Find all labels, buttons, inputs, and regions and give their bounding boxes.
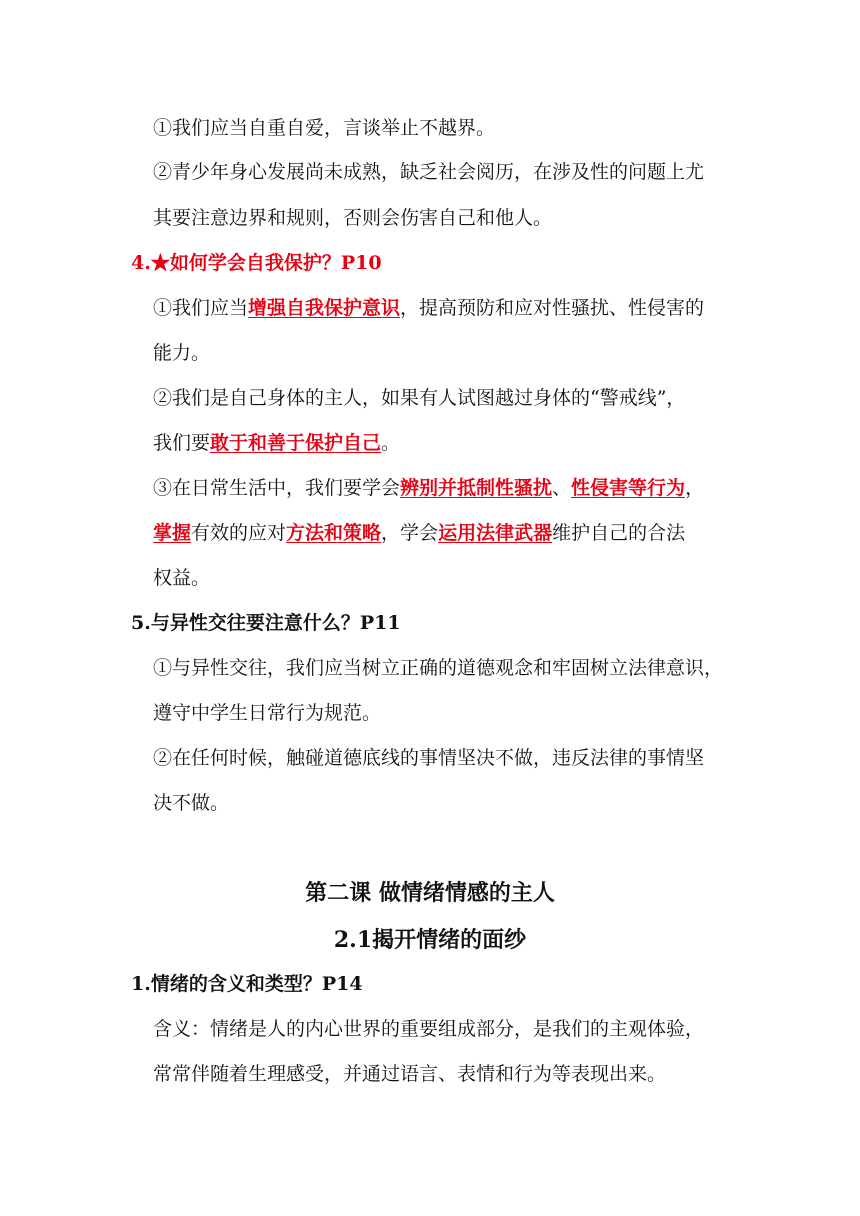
key-phrase: 运用法律武器 xyxy=(438,522,553,544)
text: ①我们应当 xyxy=(153,297,249,319)
paragraph: ②在任何时候，触碰道德底线的事情坚决不做，违反法律的事情坚 xyxy=(153,747,705,769)
paragraph: 决不做。 xyxy=(153,792,230,814)
paragraph: 常常伴随着生理感受，并通过语言、表情和行为等表现出来。 xyxy=(153,1063,667,1085)
key-phrase: 敢于和善于保护自己 xyxy=(210,432,382,454)
text: ③在日常生活中，我们要学会 xyxy=(153,477,401,499)
text: ，提高预防和应对性骚扰、性侵害的 xyxy=(400,297,705,319)
text: 、 xyxy=(552,477,572,499)
paragraph xyxy=(153,296,704,320)
lesson-title: 第二课 做情绪情感的主人 xyxy=(305,880,555,906)
key-phrase: 辨别并抵制性骚扰 xyxy=(400,477,553,499)
key-phrase: 性侵害等行为 xyxy=(571,477,686,499)
paragraph: ②我们是自己身体的主人，如果有人试图越过身体的“警戒线”， xyxy=(153,387,686,409)
question-heading: 1.情绪的含义和类型？P14 xyxy=(131,973,363,995)
key-phrase: 增强自我保护意识 xyxy=(248,297,401,319)
paragraph: ①我们应当自重自爱，言谈举止不越界。 xyxy=(153,117,496,139)
section-title: 2.1揭开情绪的面纱 xyxy=(333,927,527,953)
paragraph: ②青少年身心发展尚未成熟，缺乏社会阅历，在涉及性的问题上尤 xyxy=(153,161,705,183)
paragraph: ①与异性交往，我们应当树立正确的道德观念和牢固树立法律意识， xyxy=(153,657,724,679)
paragraph: 含义：情绪是人的内心世界的重要组成部分，是我们的主观体验， xyxy=(153,1018,705,1040)
paragraph: 遵守中学生日常行为规范。 xyxy=(153,702,382,724)
text: 维护自己的合法 xyxy=(552,522,686,544)
paragraph xyxy=(153,476,704,500)
paragraph: 其要注意边界和规则，否则会伤害自己和他人。 xyxy=(153,207,553,229)
text: 我们要 xyxy=(153,432,211,454)
paragraph: 权益。 xyxy=(153,567,211,589)
paragraph xyxy=(153,431,400,455)
text: 。 xyxy=(381,432,401,454)
question-heading: 5.与异性交往要注意什么？P11 xyxy=(131,612,401,634)
key-phrase: 掌握 xyxy=(153,522,192,544)
paragraph xyxy=(153,521,685,545)
text: ，学会 xyxy=(381,522,439,544)
key-phrase: 方法和策略 xyxy=(286,522,382,544)
text: 有效的应对 xyxy=(191,522,287,544)
paragraph: 能力。 xyxy=(153,342,211,364)
question-heading: 4.★如何学会自我保护？P10 xyxy=(131,252,382,274)
text: ， xyxy=(685,477,705,499)
